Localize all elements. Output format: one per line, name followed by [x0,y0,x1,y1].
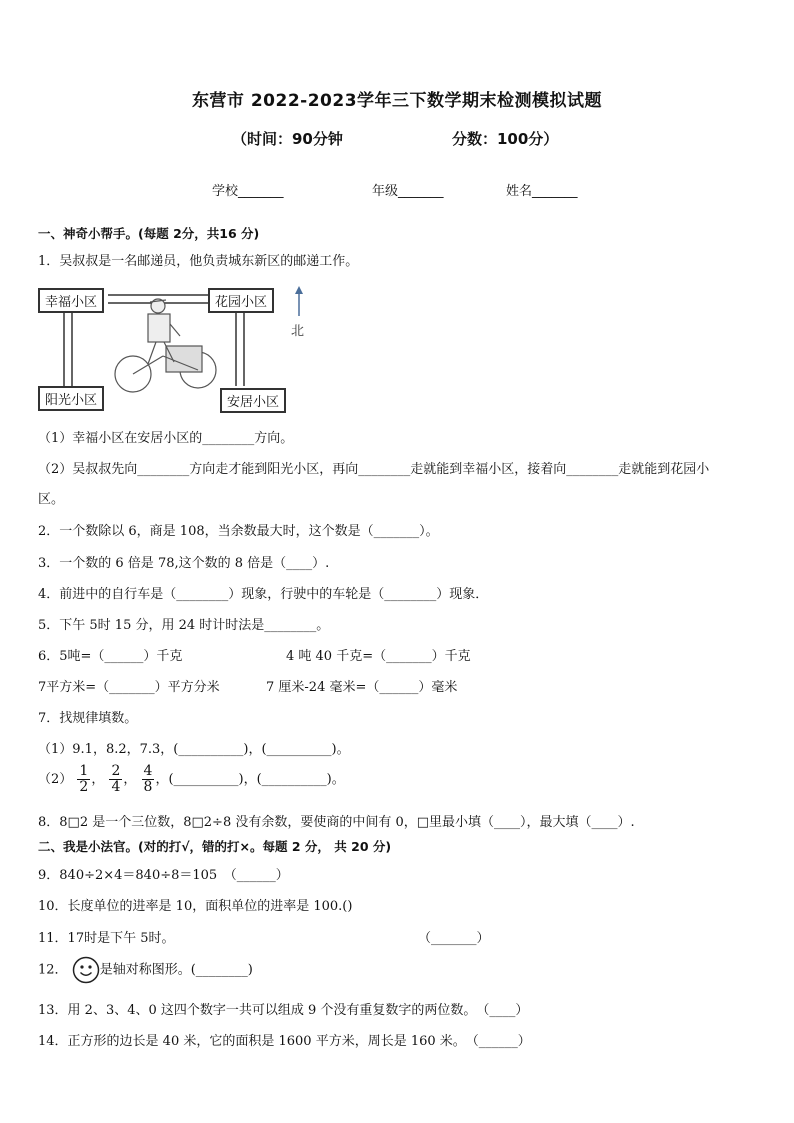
question-9: 9．840÷2×4＝840÷8＝105 （______） [38,868,289,883]
question-7-1: （1）9.1，8.2，7.3，(__________)，(__________)。 [38,742,350,757]
question-8: 8．8□2 是一个三位数，8□2÷8 没有余数，要使商的中间有 0，□里最小填（____），最大填（____）. [38,815,635,830]
question-10: 10．长度单位的进率是 10，面积单位的进率是 100.() [38,899,353,914]
question-6b: 4 吨 40 千克=（_______）千克 [286,649,471,664]
exam-score: 分数：100分） [452,130,559,148]
smiley-face-icon [72,956,100,984]
q7-2-suffix: ，(__________)，(__________)。 [155,772,345,787]
district-map [38,284,318,416]
question-14: 14．正方形的边长是 40 米，它的面积是 1600 平方米，周长是 160 米。 （______） [38,1034,531,1049]
name-field: 姓名_______ [506,184,578,199]
north-indicator [289,286,309,338]
north-label: 北 [291,324,305,339]
map-label-bl: 阳光小区 [38,386,104,411]
question-1-1: （1）幸福小区在安居小区的________方向。 [38,431,294,446]
q7-2-prefix: （2） [38,772,73,787]
question-6a: 6．5吨=（______）千克 [38,649,183,664]
postman-illustration [115,299,216,392]
map-label-br: 安居小区 [220,388,286,413]
question-1: 1．吴叔叔是一名邮递员，他负责城东新区的邮递工作。 [38,254,359,269]
section-1-heading: 一、神奇小帮手。(每题 2分，共16 分) [38,226,260,241]
question-7: 7．找规律填数。 [38,711,138,726]
question-5: 5．下午 5时 15 分，用 24 时计时法是________。 [38,618,330,633]
question-7-2: （2） $\frac{1}{2}$ ， $\frac{2}{4}$ ， $\frac{4}{8}$ ，(__________)，(__________)。 [38,763,345,795]
question-1-2: （2）吴叔叔先向________方向走才能到阳光小区，再向________走就能到幸福小区，接着向________走就能到花园小 [38,462,710,477]
school-field: 学校_______ [212,184,284,199]
question-3: 3．一个数的 6 倍是 78,这个数的 8 倍是（____）. [38,556,330,571]
grade-field: 年级_______ [372,184,444,199]
question-11-answer: （_______） [418,931,490,946]
q12-suffix: 是轴对称图形。(________) [99,962,253,978]
question-11: 11．17时是下午 5时。 [38,931,175,946]
fraction-3: $\frac{4}{8}$ [143,763,153,795]
fraction-1: $\frac{1}{2}$ [79,763,89,795]
section-2-heading: 二、我是小法官。(对的打√，错的打×。每题 2 分， 共 20 分) [38,839,392,854]
question-1-2-cont: 区。 [38,492,65,507]
question-2: 2．一个数除以 6，商是 108，当余数最大时，这个数是（_______）。 [38,524,439,539]
question-4: 4．前进中的自行车是（________）现象，行驶中的车轮是（________）现象． [38,587,489,602]
question-12 [38,956,253,984]
page-title: 东营市 2022-2023学年三下数学期末检测模拟试题 [191,91,603,111]
fraction-2: $\frac{2}{4}$ [111,763,121,795]
north-arrow-icon [289,286,309,318]
map-label-tr: 花园小区 [208,288,274,313]
map-label-tl: 幸福小区 [38,288,104,313]
question-6c: 7平方米=（_______）平方分米 [38,680,220,695]
question-13: 13．用 2、3、4、0 这四个数字一共可以组成 9 个没有重复数字的两位数。 （____） [38,1003,529,1018]
q12-prefix: 12． [38,962,68,978]
question-6d: 7 厘米-24 毫米=（______）毫米 [266,680,458,695]
exam-time: （时间：90分钟 [232,130,343,148]
